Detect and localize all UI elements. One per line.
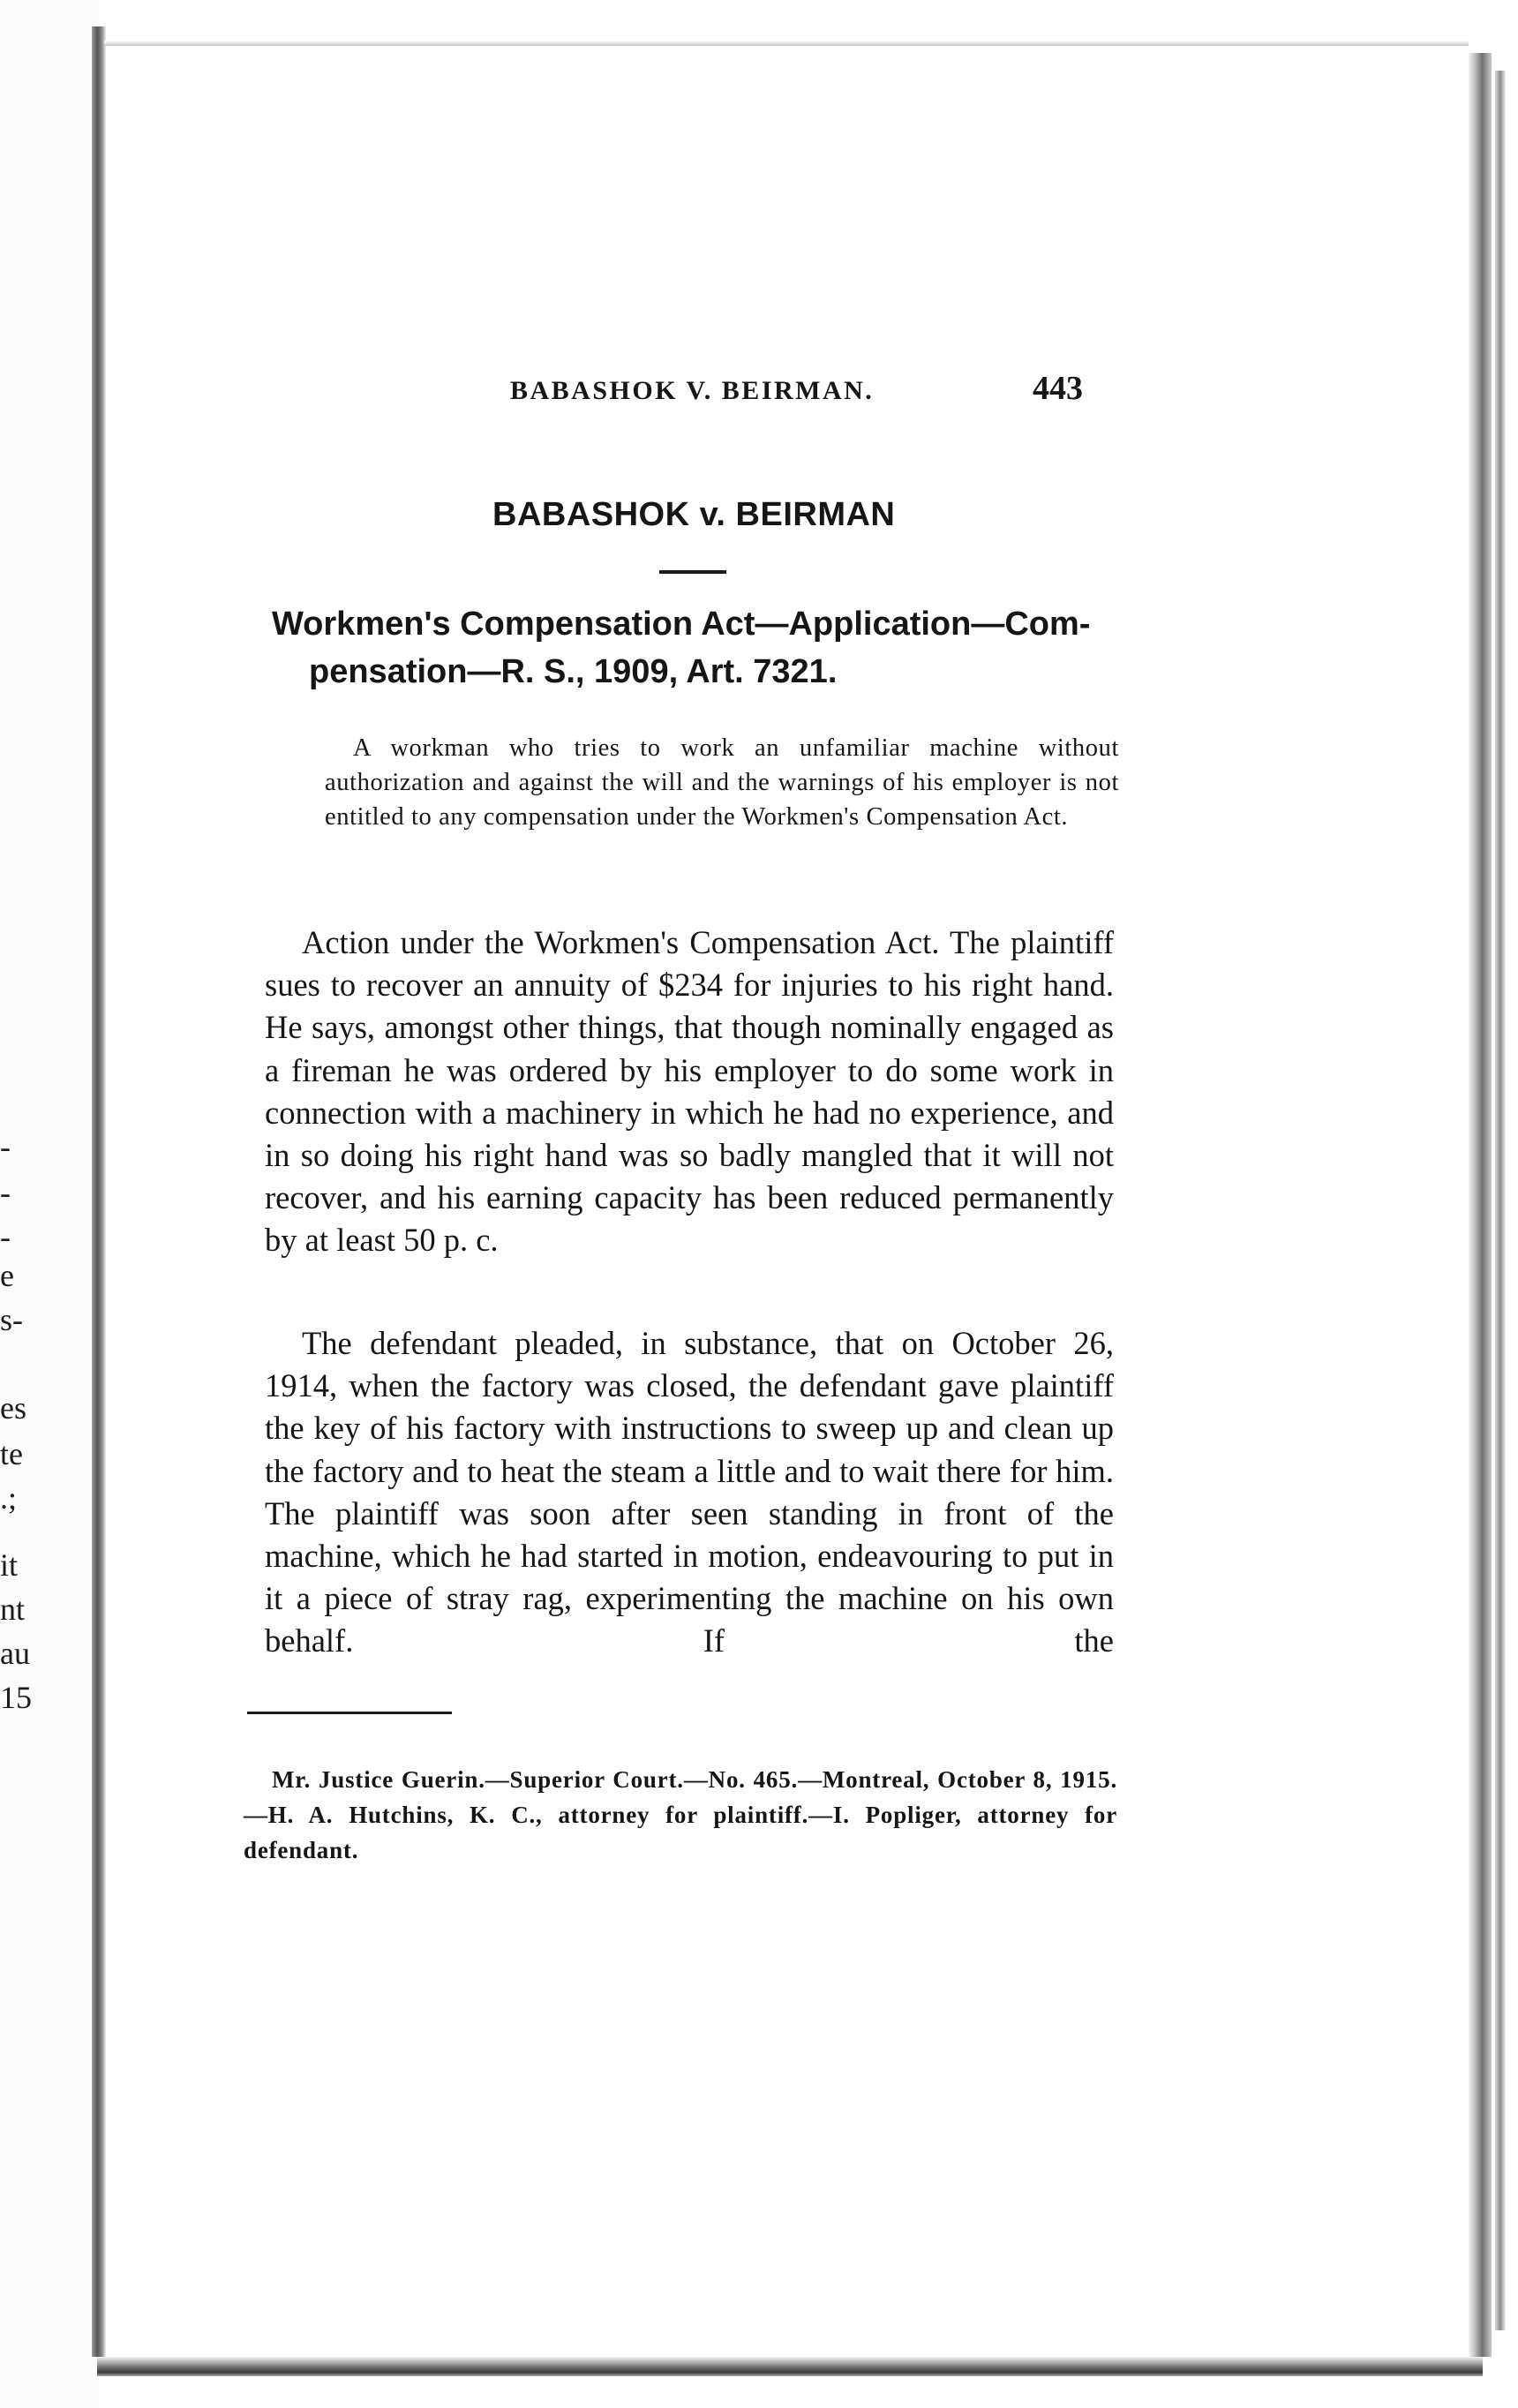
page-top-edge <box>104 41 1469 46</box>
previous-page-fragment: - <box>0 1129 11 1164</box>
previous-page-fragment: 15 <box>0 1680 32 1715</box>
headnote-line-1: Workmen's Compensation Act—Application—Com- <box>272 606 1091 643</box>
body-paragraph-1: Action under the Workmen's Compensation Act. The plaintiff sues to recover an annuity of $234 for injuries to his right hand. He says, amongst other things, that though nominally engaged as a fireman he was ordered by his employer to do some work in connection with a machinery in which he had no experience, and in so doing his right hand was so badly mangled that it will not recover, and his earning capacity has been reduced permanently by at least 50 p. c. <box>265 924 1114 1259</box>
previous-page-fragment: s- <box>0 1302 23 1337</box>
page-right-edge-shadow <box>1469 53 1492 2357</box>
book-block-edge <box>1495 71 1506 2330</box>
previous-page-fragment: te <box>0 1436 23 1471</box>
headnote-line-2: pensation—R. S., 1909, Art. 7321. <box>309 653 838 690</box>
previous-page-fragment: au <box>0 1636 30 1671</box>
footnote-divider <box>247 1712 452 1714</box>
footnote: Mr. Justice Guerin.—Superior Court.—No. 465.—Montreal, October 8, 1915.—H. A. Hutchins, K. C., attorney for plaintiff.—I. Popliger, attorney for defendant. <box>244 1766 1117 1863</box>
previous-page-fragment: .; <box>0 1480 18 1516</box>
running-head-title: BABASHOK V. BEIRMAN. <box>510 376 875 405</box>
previous-page-fragment: - <box>0 1219 11 1254</box>
previous-page-margin <box>0 0 99 2408</box>
book-gutter-shadow <box>92 26 106 2357</box>
previous-page-fragment: es <box>0 1390 26 1426</box>
previous-page-fragment: - <box>0 1175 11 1210</box>
page-bottom-edge-shadow <box>97 2357 1483 2376</box>
previous-page-fragment: e <box>0 1258 14 1293</box>
title-divider <box>659 570 726 574</box>
case-title: BABASHOK v. BEIRMAN <box>492 496 896 533</box>
previous-page-fragment: it <box>0 1547 19 1583</box>
body-paragraph-2: The defendant pleaded, in substance, that on October 26, 1914, when the factory was closed, the defendant gave plaintiff the key of his factory with instructions to sweep up and clean up the factory and to heat the steam a little and to wait there for him. The plaintiff was soon after seen standing in front of the machine, which he had started in motion, endeavouring to put in it a piece of stray rag, experimenting the machine on his own behalf. If the <box>265 1325 1114 1659</box>
previous-page-fragment: nt <box>0 1592 26 1627</box>
case-summary: A workman who tries to work an unfamiliar machine without authorization and against the will and the warnings of his employer is not entitled to any compensation under the Workmen's Compensation Act. <box>325 734 1119 831</box>
page-number: 443 <box>1033 370 1083 407</box>
